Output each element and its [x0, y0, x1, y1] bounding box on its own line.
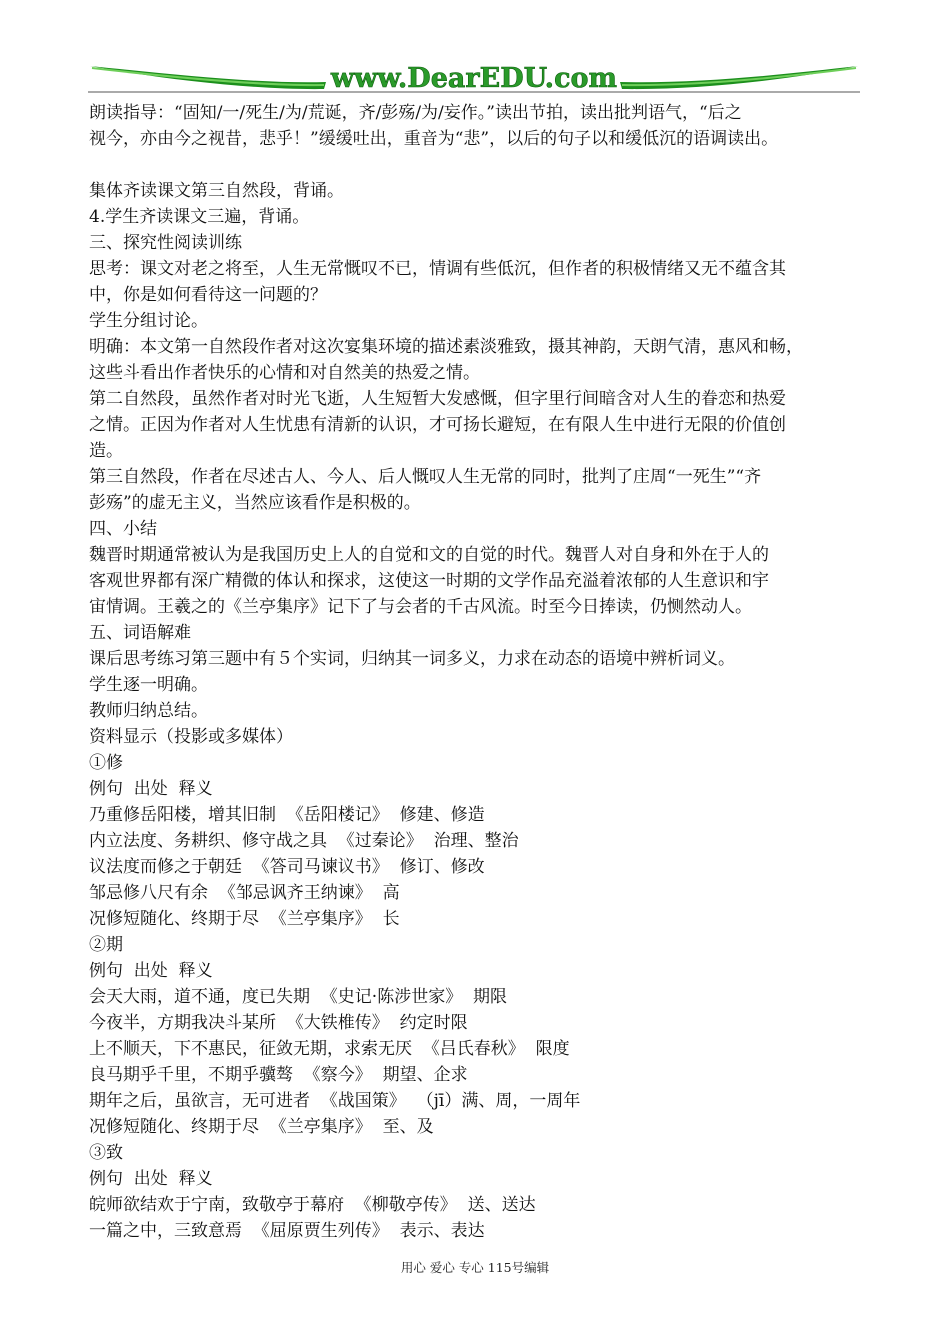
text-line: 魏晋时期通常被认为是我国历史上人的自觉和文的自觉的时代。魏晋人对自身和外在于人的	[89, 545, 769, 565]
text-line: 例句 出处 释义	[89, 1169, 213, 1189]
text-line: 五、词语解难	[89, 623, 191, 643]
text-line: 明确：本文第一自然段作者对这次宴集环境的描述素淡雅致，摄其神韵，天朗气清，惠风和畅，	[89, 337, 803, 357]
text-line: 况修短随化、终期于尽 《兰亭集序》 至、及	[89, 1117, 434, 1137]
text-line: 课后思考练习第三题中有５个实词，归纳其一词多义，力求在动态的语境中辨析词义。	[89, 649, 735, 669]
blank-line	[89, 152, 861, 178]
text-line: 良马期乎千里，不期乎骥骜 《察今》 期望、企求	[89, 1065, 468, 1085]
text-line: 教师归纳总结。	[89, 701, 208, 721]
text-line: 乃重修岳阳楼，增其旧制 《岳阳楼记》 修建、修造	[89, 805, 485, 825]
text-line: 三、探究性阅读训练	[89, 233, 242, 253]
text-line: 造。	[89, 441, 123, 461]
text-line: 皖师欲结欢于宁南，致敬亭于幕府 《柳敬亭传》 送、送达	[89, 1195, 536, 1215]
text-line: 第二自然段，虽然作者对时光飞逝，人生短暂大发感慨，但字里行间暗含对人生的眷恋和热爱	[89, 389, 786, 409]
text-line: 朗读指导：“固知/一/死生/为/荒诞，齐/彭殇/为/妄作。”读出节拍，读出批判语气，“后之	[89, 103, 742, 123]
text-line: 四、小结	[89, 519, 157, 539]
text-line: 会天大雨，道不通，度已失期 《史记·陈涉世家》 期限	[89, 987, 508, 1007]
text-line: 这些斗看出作者快乐的心情和对自然美的热爱之情。	[89, 363, 480, 383]
text-line: 宙情调。王羲之的《兰亭集序》记下了与会者的千古风流。时至今日捧读，仍恻然动人。	[89, 597, 752, 617]
text-line: 之情。正因为作者对人生忧患有清新的认识，才可扬长避短，在有限人生中进行无限的价值创	[89, 415, 786, 435]
text-line: ③致	[89, 1143, 123, 1163]
text-line: 议法度而修之于朝廷 《答司马谏议书》 修订、修改	[89, 857, 485, 877]
text-line: 邹忌修八尺有余 《邹忌讽齐王纳谏》 高	[89, 883, 400, 903]
text-line: 一篇之中，三致意焉 《屈原贾生列传》 表示、表达	[89, 1221, 485, 1241]
header-logo-banner	[88, 56, 860, 100]
text-line: 上不顺天，下不惠民，征敛无期，求索无厌 《吕氏春秋》 限度	[89, 1039, 570, 1059]
swoosh-logo-icon	[88, 56, 860, 100]
logo-text: www.DearEDU.com	[330, 63, 618, 94]
text-line: 思考：课文对老之将至，人生无常慨叹不已，情调有些低沉，但作者的积极情绪又无不蕴含其	[89, 259, 786, 279]
text-line: 内立法度、务耕织、修守战之具 《过秦论》 治理、整治	[89, 831, 519, 851]
text-line: 集体齐读课文第三自然段，背诵。	[89, 181, 344, 201]
text-line: 资料显示（投影或多媒体）	[89, 727, 293, 747]
document-body	[89, 100, 861, 1244]
text-line: 例句 出处 释义	[89, 779, 213, 799]
text-line: 第三自然段，作者在尽述古人、今人、后人慨叹人生无常的同时，批判了庄周“一死生”“齐	[89, 467, 762, 487]
text-line: 彭殇”的虚无主义，当然应该看作是积极的。	[89, 493, 421, 513]
text-line: 学生分组讨论。	[89, 311, 208, 331]
text-line: 视今，亦由今之视昔，悲乎！”缓缓吐出，重音为“悲”，以后的句子以和缓低沉的语调读出。	[89, 129, 779, 149]
text-line: 期年之后，虽欲言，无可进者 《战国策》 （jī）满、周，一周年	[89, 1091, 581, 1111]
text-line: 4.学生齐读课文三遍，背诵。	[89, 207, 310, 227]
text-line: 学生逐一明确。	[89, 675, 208, 695]
text-line: 况修短随化、终期于尽 《兰亭集序》 长	[89, 909, 400, 929]
text-line: 今夜半，方期我决斗某所 《大铁椎传》 约定时限	[89, 1013, 468, 1033]
text-line: 中，你是如何看待这一问题的？	[89, 285, 327, 305]
text-line: ②期	[89, 935, 123, 955]
page-footer: 用心 爱心 专心 115号编辑	[400, 1260, 550, 1275]
text-line: ①修	[89, 753, 123, 773]
text-line: 客观世界都有深广精微的体认和探求，这使这一时期的文学作品充溢着浓郁的人生意识和宇	[89, 571, 769, 591]
text-line: 例句 出处 释义	[89, 961, 213, 981]
